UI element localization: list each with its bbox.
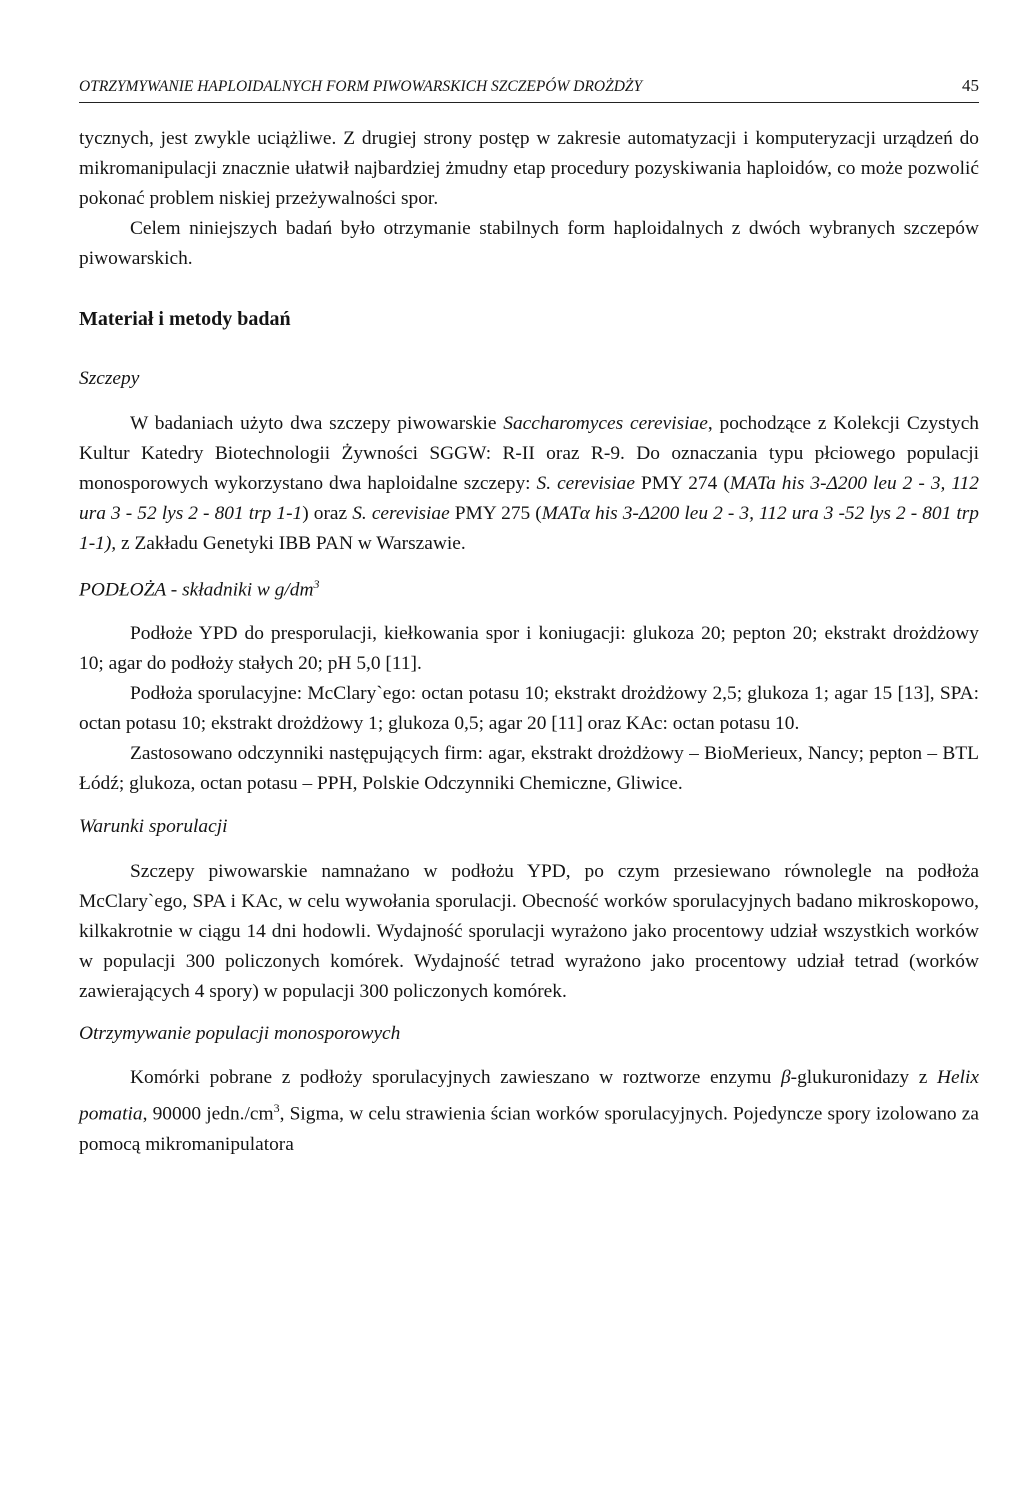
strains-text-3: PMY 274 ( [634, 473, 730, 494]
genotype-2: MATα his 3-Δ200 leu 2 - 3, 112 ura 3 -52 lys 2 - 801 trp 1-1), [79, 503, 980, 554]
strains-text-6: z Zakładu Genetyki IBB PAN w Warszawie. [116, 533, 466, 554]
monospore-text-3: , 90000 jedn./cm [142, 1103, 274, 1125]
monospore-heading: Otrzymywanie populacji monosporowych [79, 1023, 401, 1045]
section-heading: Materiał i metody badań [79, 308, 291, 330]
media-paragraph-2: Podłoża sporulacyjne: McClary`ego: octan potasu 10; ekstrakt drożdżowy 2,5; glukoza 1; agar 15 [13], SPA: octan potasu 10; ekstrakt drożdżowy 1; glukoza 0,5; agar 20 [11] oraz KAc: octan potasu 10. [79, 683, 979, 735]
strain-name-2: S. cerevisiae [352, 503, 450, 524]
strains-paragraph [79, 409, 979, 559]
intro-paragraph-2: Celem niniejszych badań było otrzymanie stabilnych form haploidalnych z dwóch wybranych szczepów piwowarskich. [79, 218, 979, 269]
page-number: 45 [962, 76, 979, 95]
genotype-1: MATa his 3-Δ200 leu 2 - 3, 112 ura 3 - 52 lys 2 - 801 trp 1-1 [79, 473, 980, 524]
monospore-text-1: Komórki pobrane z podłoży sporulacyjnych zawieszano w roztworze enzymu [130, 1067, 781, 1089]
media-paragraph-3: Zastosowano odczynniki następujących firm: agar, ekstrakt drożdżowy – BioMerieux, Nancy; pepton – BTL Łódź; glukoza, octan potasu – PPH, Polskie Odczynniki Chemiczne, Gliwice. [79, 743, 979, 795]
strains-text-1: W badaniach użyto dwa szczepy piwowarskie [130, 413, 504, 434]
monospore-paragraph [79, 1063, 979, 1159]
running-head-title: OTRZYMYWANIE HAPLOIDALNYCH FORM PIWOWARSKICH SZCZEPÓW DROŻDŻY [79, 78, 643, 95]
monospore-text-4: , Sigma, w celu strawienia ścian worków sporulacyjnych. Pojedyncze spory izolowano za pomocą mikromanipulatora [79, 1103, 979, 1155]
enzyme-source: Helix pomatia [79, 1067, 979, 1125]
strains-heading: Szczepy [79, 368, 140, 389]
strains-text-5: PMY 275 ( [449, 503, 542, 524]
species-name: Saccharomyces cerevisiae [503, 413, 708, 434]
media-heading [79, 569, 979, 605]
beta-symbol: β [780, 1067, 791, 1089]
unit-sup: 3 [273, 1101, 280, 1116]
page [79, 76, 979, 1160]
strain-name-1: S. cerevisiae [536, 473, 635, 494]
strains-text-2: , pochodzące z Kolekcji Czystych Kultur Katedry Biotechnologii Żywności SGGW: R-II oraz R-9. Do oznaczania typu płciowego populacji monosporowych wykorzystano dwa haploidalne szczepy: [79, 413, 979, 494]
media-heading-sup: 3 [313, 577, 320, 591]
running-head [79, 76, 979, 103]
media-paragraph-1: Podłoże YPD do presporulacji, kiełkowania spor i koniugacji: glukoza 20; pepton 20; ekstrakt drożdżowy 10; agar do podłoży stałych 20; pH 5,0 [11]. [79, 623, 979, 675]
intro-paragraph-1: tycznych, jest zwykle uciążliwe. Z drugiej strony postęp w zakresie automatyzacji i komputeryzacji urządzeń do mikromanipulacji znacznie ułatwił najbardziej żmudny etap procedury pozyskiwania haploidów, co może pozwolić pokonać problem niskiej przeżywalności spor. [79, 128, 979, 209]
sporulation-heading: Warunki sporulacji [79, 816, 228, 838]
sporulation-paragraph: Szczepy piwowarskie namnażano w podłożu YPD, po czym przesiewano równolegle na podłoża McClary`ego, SPA i KAc, w celu wywołania sporulacji. Obecność worków sporulacyjnych badano mikroskopowo, kilkakrotnie w ciągu 14 dni hodowli. Wydajność sporulacji wyrażono jako procentowy udział wszystkich worków w populacji 300 policzonych komórek. Wydajność tetrad wyrażono jako procentowy udział tetrad (worków zawierających 4 spory) w populacji 300 policzonych komórek. [79, 861, 979, 1003]
monospore-text-2: -glukuronidazy z [790, 1067, 937, 1089]
strains-text-4: ) oraz [302, 503, 353, 524]
media-heading-text: PODŁOŻA - składniki w g/dm [79, 579, 314, 601]
